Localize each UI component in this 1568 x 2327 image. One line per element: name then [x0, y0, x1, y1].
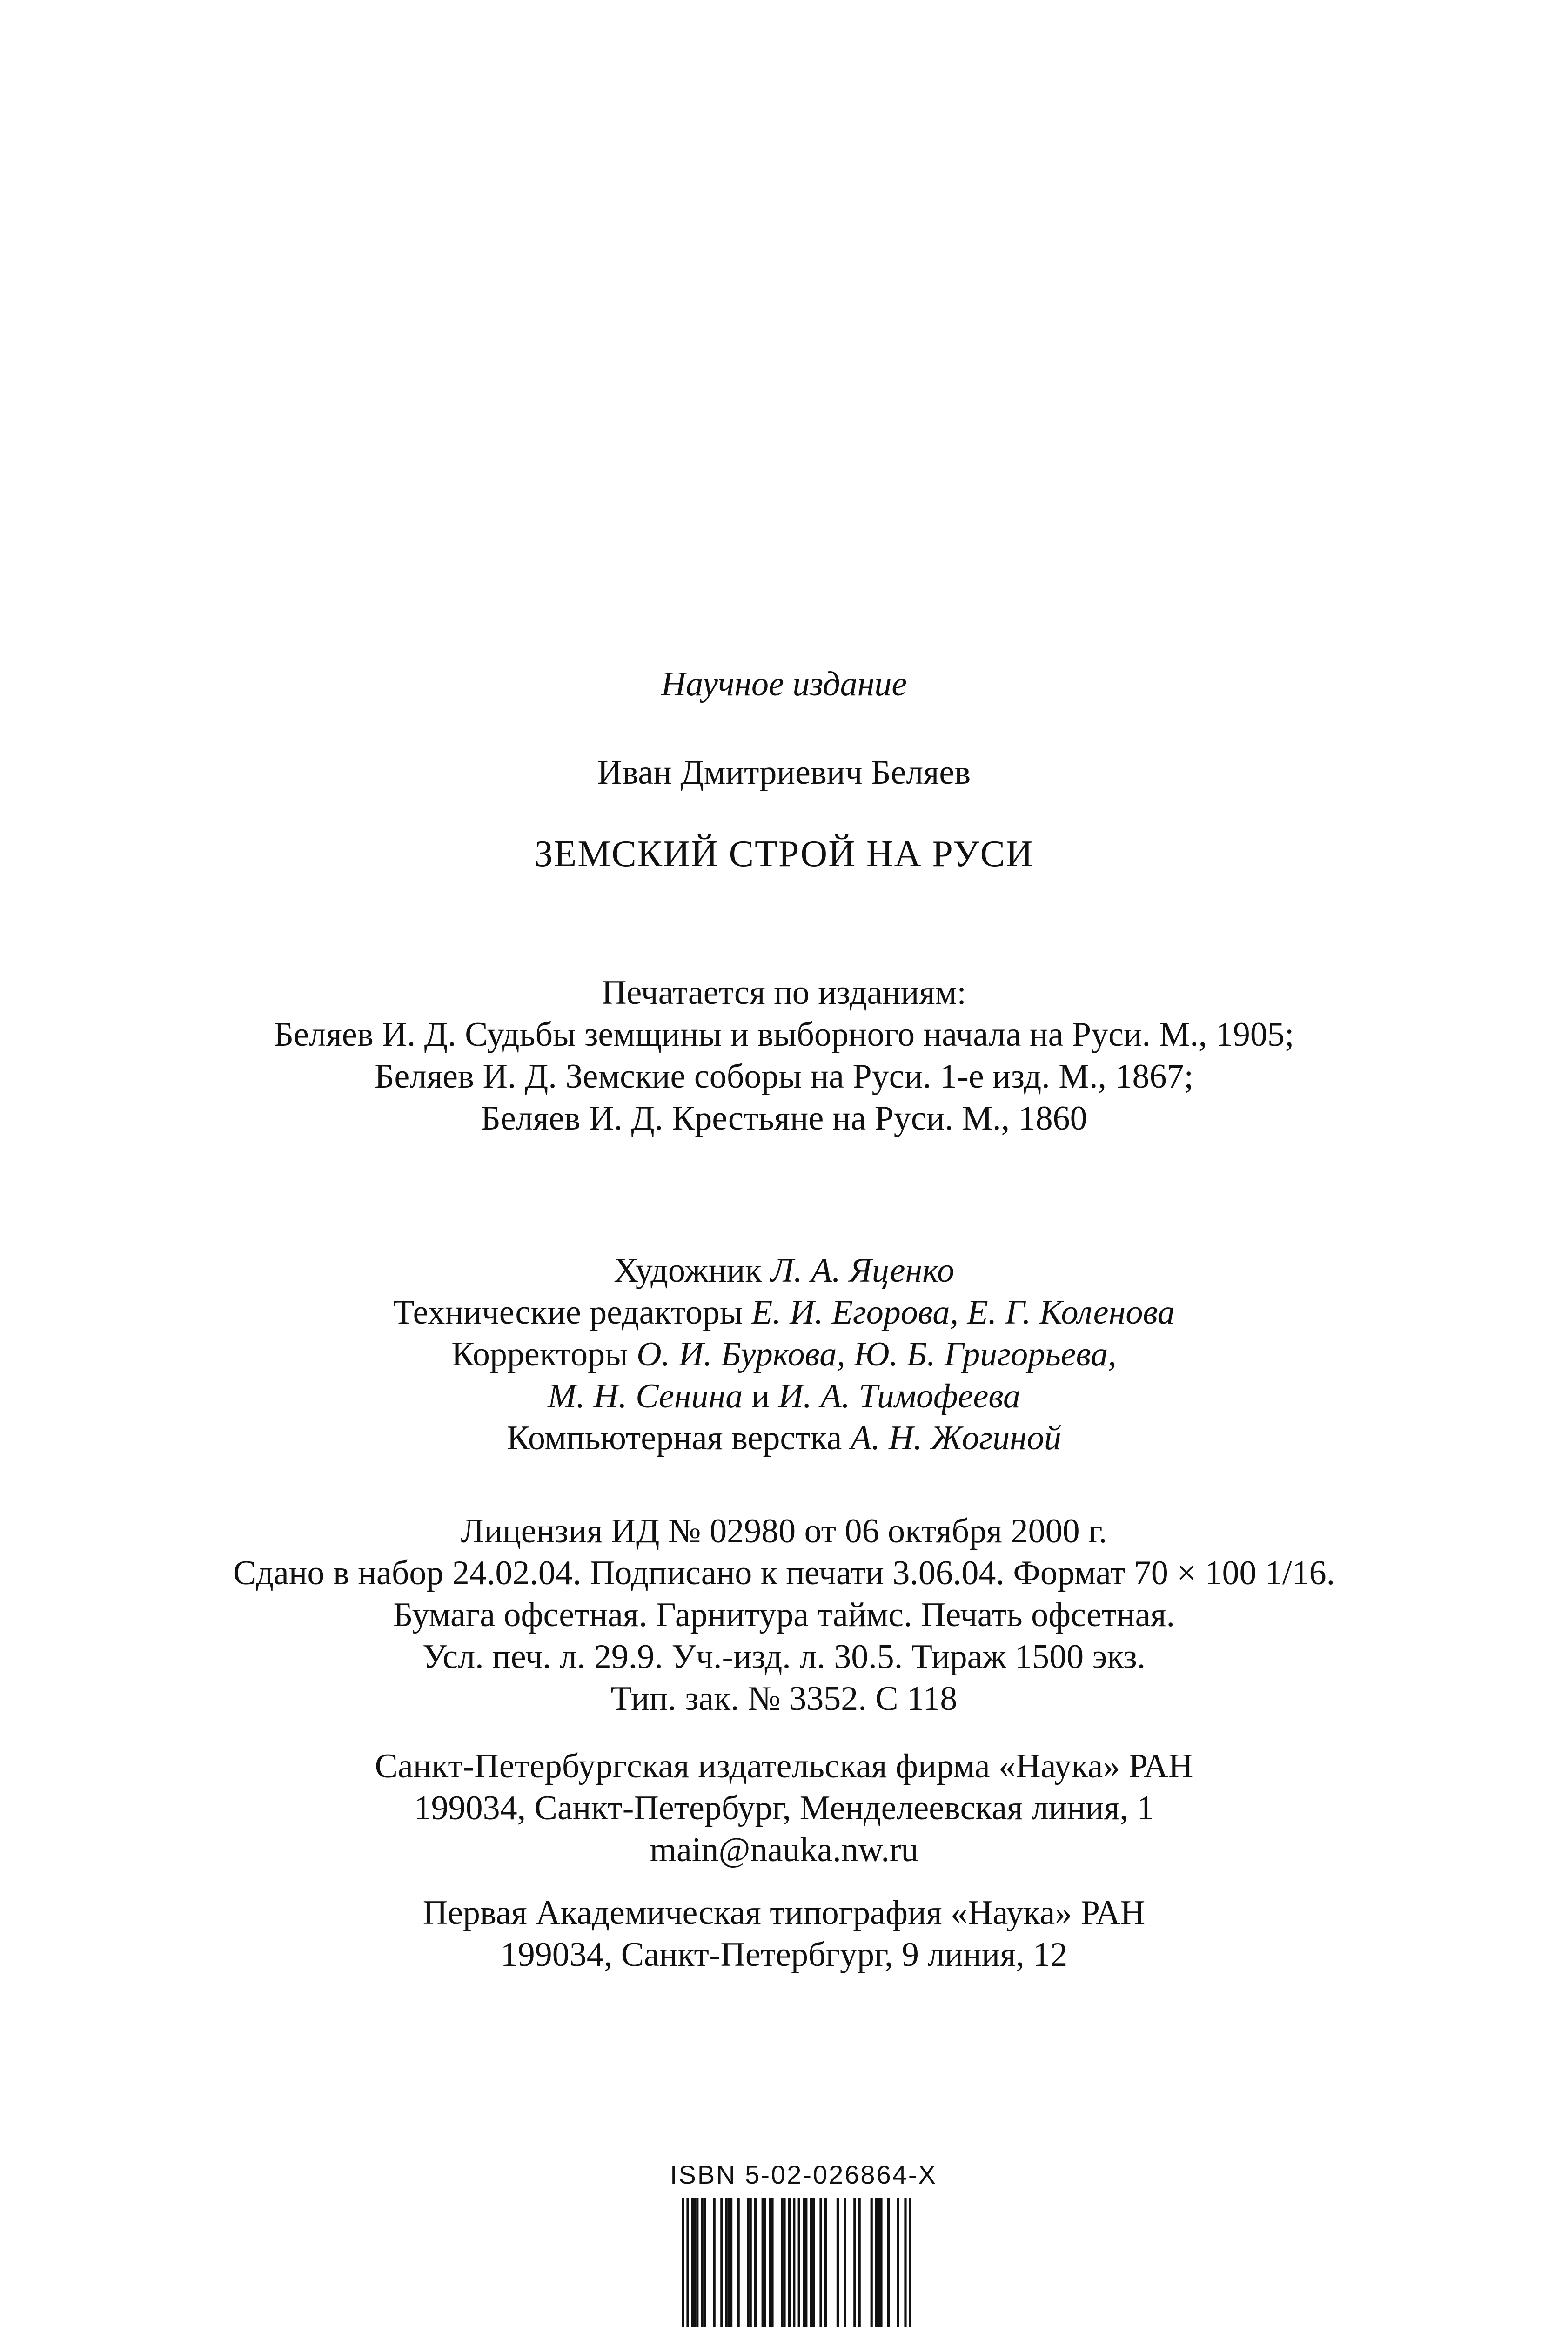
source-item: Беляев И. Д. Крестьяне на Руси. М., 1860 — [481, 1099, 1087, 1137]
barcode-guard-bar — [909, 2198, 911, 2327]
credit-person: Е. Г. Коленова — [967, 1293, 1175, 1332]
credit-person: М. Н. Сенина — [548, 1377, 743, 1415]
barcode-bar — [725, 2198, 728, 2327]
barcode-bar — [887, 2198, 890, 2327]
barcode-bar — [819, 2198, 822, 2327]
credit-label: Компьютерная верстка — [507, 1419, 842, 1457]
publisher-line: Санкт-Петербургская издательская фирма «Наука» РАН — [375, 1747, 1193, 1785]
barcode-bar — [783, 2198, 785, 2327]
barcode-bar — [696, 2198, 698, 2327]
credit-conjunction: и — [751, 1377, 770, 1415]
barcode-bar — [769, 2198, 771, 2327]
credit-tech-editors — [0, 1291, 1568, 1333]
barcode-bar — [871, 2198, 873, 2327]
barcode-guard-bar — [682, 2198, 684, 2327]
barcode-bar — [771, 2198, 773, 2327]
print-info-line: Сдано в набор 24.02.04. Подписано к печати 3.06.04. Формат 70 × 100 1/16. — [233, 1554, 1335, 1592]
barcode-bar — [737, 2198, 740, 2327]
book-title: ЗЕМСКИЙ СТРОЙ НА РУСИ — [534, 834, 1034, 874]
barcode-bar — [704, 2198, 706, 2327]
barcode-bar — [844, 2198, 846, 2327]
barcode-bar — [701, 2198, 704, 2327]
print-info-line: Лицензия ИД № 02980 от 06 октября 2000 г. — [461, 1512, 1107, 1550]
barcode-guard-bar — [798, 2198, 800, 2327]
barcode-bar — [720, 2198, 723, 2327]
barcode-bar — [880, 2198, 882, 2327]
barcode-bar — [750, 2198, 752, 2327]
source-item: Беляев И. Д. Судьбы земщины и выборного начала на Руси. М., 1905; — [274, 1016, 1294, 1054]
barcode-bar — [762, 2198, 764, 2327]
barcode-bar — [713, 2198, 716, 2327]
barcode-bar — [747, 2198, 749, 2327]
barcode-bar — [781, 2198, 783, 2327]
credit-layout — [0, 1417, 1568, 1459]
barcode-bar — [728, 2198, 730, 2327]
print-info-line: Тип. зак. № 3352. С 118 — [610, 1680, 958, 1718]
credit-person: Л. А. Яценко — [770, 1251, 955, 1290]
barcode-guard-bar — [686, 2198, 689, 2327]
barcode-bar — [694, 2198, 696, 2327]
credit-person: О. И. Буркова, Ю. Б. Григорьева, — [637, 1335, 1117, 1373]
barcode-bar — [875, 2198, 878, 2327]
barcode-bar — [858, 2198, 861, 2327]
credit-label: Художник — [613, 1251, 762, 1290]
source-item: Беляев И. Д. Земские соборы на Руси. 1-е изд. М., 1867; — [374, 1057, 1194, 1096]
barcode-bar — [897, 2198, 899, 2327]
credit-proofreaders — [0, 1333, 1568, 1375]
credit-label: Корректоры — [451, 1335, 628, 1373]
printer-line: Первая Академическая типография «Наука» РАН — [422, 1894, 1146, 1932]
barcode-bar — [810, 2198, 812, 2327]
publisher-line: 199034, Санкт-Петербург, Менделеевская линия, 1 — [414, 1789, 1154, 1827]
barcode-bar — [754, 2198, 757, 2327]
barcode-bar — [803, 2198, 805, 2327]
barcode-bar — [788, 2198, 791, 2327]
barcode-bar — [853, 2198, 856, 2327]
barcode-bar — [878, 2198, 880, 2327]
printer-line: 199034, Санкт-Петербгург, 9 линия, 12 — [500, 1936, 1068, 1974]
barcode-bar — [730, 2198, 732, 2327]
credit-person: А. Н. Жогиной — [850, 1419, 1061, 1457]
credit-separator: , — [950, 1293, 958, 1332]
barcode-bar — [824, 2198, 827, 2327]
barcode-bar — [837, 2198, 839, 2327]
edition-type: Научное издание — [661, 665, 907, 703]
barcode-guard-bar — [793, 2198, 795, 2327]
isbn-label: ISBN 5-02-026864-X — [670, 2160, 937, 2189]
credit-person: И. А. Тимофеева — [778, 1377, 1020, 1415]
sources-heading: Печатается по изданиям: — [602, 974, 966, 1012]
credit-label: Технические редакторы — [393, 1293, 743, 1332]
barcode-bar — [764, 2198, 766, 2327]
credit-proofreaders-cont — [0, 1375, 1568, 1417]
barcode-bar — [812, 2198, 815, 2327]
barcode-guard-bar — [904, 2198, 906, 2327]
credit-artist — [0, 1250, 1568, 1291]
print-info-line: Усл. печ. л. 29.9. Уч.-изд. л. 30.5. Тираж 1500 экз. — [422, 1638, 1146, 1676]
barcode-bar — [691, 2198, 694, 2327]
print-info-line: Бумага офсетная. Гарнитура таймс. Печать офсетная. — [393, 1596, 1175, 1634]
publisher-email: main@nauka.nw.ru — [650, 1831, 918, 1869]
barcode-bar — [805, 2198, 807, 2327]
isbn-barcode — [661, 2198, 940, 2327]
credit-person: Е. И. Егорова — [751, 1293, 950, 1332]
author-name: Иван Дмитриевич Беляев — [597, 753, 971, 792]
barcode-bars — [682, 2198, 911, 2327]
